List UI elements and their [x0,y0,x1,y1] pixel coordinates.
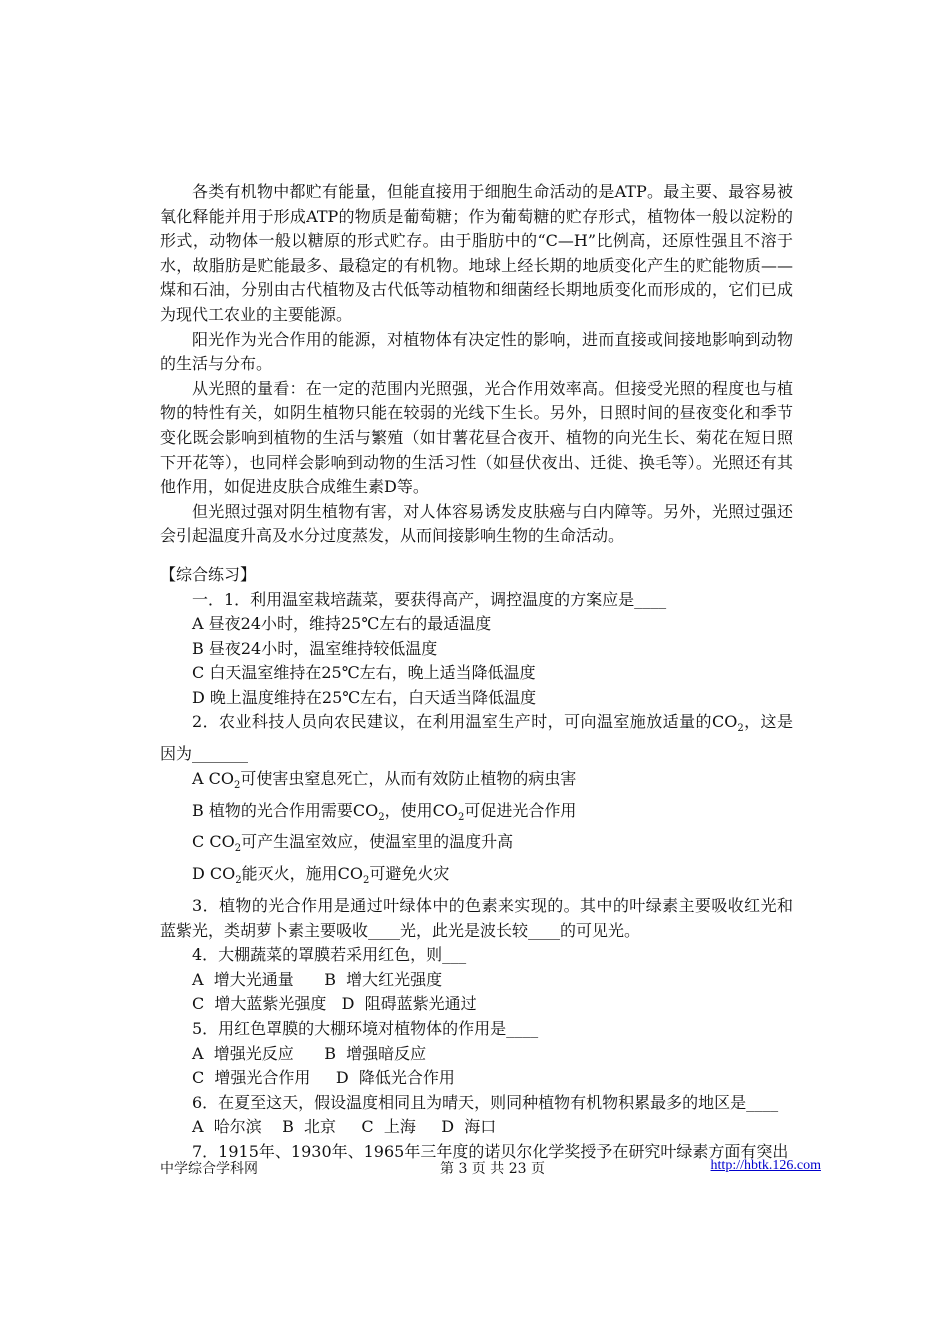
question-1-stem: 一．1．利用温室栽培蔬菜，要获得高产，调控温度的方案应是____ [192,589,667,609]
footer-site-name: 中学综合学科网 [160,1161,258,1177]
footer-url-link[interactable]: http://hbtk.126.com [710,1158,821,1173]
question-5-stem: 5．用红色罩膜的大棚环境对植物体的作用是____ [192,1018,539,1038]
paragraph-light-harm: 但光照过强对阴生植物有害，对人体容易诱发皮肤癌与白内障等。另外，光照过强还会引起温度升高及水分过度蒸发，从而间接影响生物的生命活动。 [160,501,793,546]
question-1-option-b: B 昼夜24小时，温室维持较低温度 [192,638,438,658]
exercise-title: 【综合练习】 [160,564,257,584]
question-5-options-cd: C 增强光合作用 D 降低光合作用 [192,1068,455,1088]
paragraph-energy: 各类有机物中都贮有能量，但能直接用于细胞生命活动的是ATP。最主要、最容易被氧化释能并用于形成ATP的物质是葡萄糖；作为葡萄糖的贮存形式，植物体一般以淀粉的形式，动物体一般以糖原的形式贮存。由于脂肪中的“C—H”比例高，还原性强且不溶于水，故脂肪是贮能最多、最稳定的有机物。地球上经长期的地质变化产生的贮能物质——煤和石油，分别由古代植物及古代低等动植物和细菌经长期地质变化而形成的，它们已成为现代工农业的主要能源。 [160,182,793,324]
question-4-options-cd: C 增大蓝紫光强度 D 阻碍蓝紫光通过 [192,994,477,1014]
paragraph-sunlight: 阳光作为光合作用的能源，对植物体有决定性的影响，进而直接或间接地影响到动物的生活与分布。 [160,329,793,374]
question-2-option-c: C $CO_2$可产生温室效应，使温室里的温度升高 [192,832,514,855]
question-6-options: A 哈尔滨 B 北京 C 上海 D 海口 [192,1117,497,1137]
question-3: 3．植物的光合作用是通过叶绿体中的色素来实现的。其中的叶绿素主要吸收红光和蓝紫光，类胡萝卜素主要吸收____光，此光是波长较____的可见光。 [160,895,793,940]
question-1-option-c: C 白天温室维持在25℃左右，晚上适当降低温度 [192,663,536,683]
question-2-option-d: D $CO_2$能灭火，施用$CO_2$可避免火灾 [192,864,450,887]
question-4-stem: 4．大棚蔬菜的罩膜若采用红色，则___ [192,945,467,965]
question-2-stem: 2．农业科技人员向农民建议，在利用温室生产时，可向温室施放适量的$CO_2$，这是因为_______ [160,712,793,764]
question-7-stem: 7．1915年、1930年、1965年三年度的诺贝尔化学奖授予在研究叶绿素方面有突出 [192,1141,789,1161]
question-2-option-b: B 植物的光合作用需要$CO_2$，使用$CO_2$可促进光合作用 [192,800,577,823]
question-1-option-a: A 昼夜24小时，维持25℃左右的最适温度 [192,614,492,634]
footer-page-number: 第 3 页 共 23 页 [440,1161,545,1177]
question-5-options-ab: A 增强光反应 B 增强暗反应 [192,1043,427,1063]
question-6-stem: 6．在夏至这天，假设温度相同且为晴天，则同种植物有机物积累最多的地区是____ [192,1092,779,1112]
document-body [160,180,793,1165]
question-4-options-ab: A 增大光通量 B 增大红光强度 [192,969,443,989]
paragraph-light-amount: 从光照的量看：在一定的范围内光照强，光合作用效率高。但接受光照的程度也与植物的特性有关，如阴生植物只能在较弱的光线下生长。另外，日照时间的昼夜变化和季节变化既会影响到植物的生活与繁殖（如甘薯花昼合夜开、植物的向光生长、菊花在短日照下开花等），也同样会影响到动物的生活习性（如昼伏夜出、迁徙、换毛等）。光照还有其他作用，如促进皮肤合成维生素D等。 [160,378,793,497]
question-2-option-a: A $CO_2$可使害虫窒息死亡，从而有效防止植物的病虫害 [192,768,577,792]
question-1-option-d: D 晚上温度维持在25℃左右，白天适当降低温度 [192,687,537,707]
